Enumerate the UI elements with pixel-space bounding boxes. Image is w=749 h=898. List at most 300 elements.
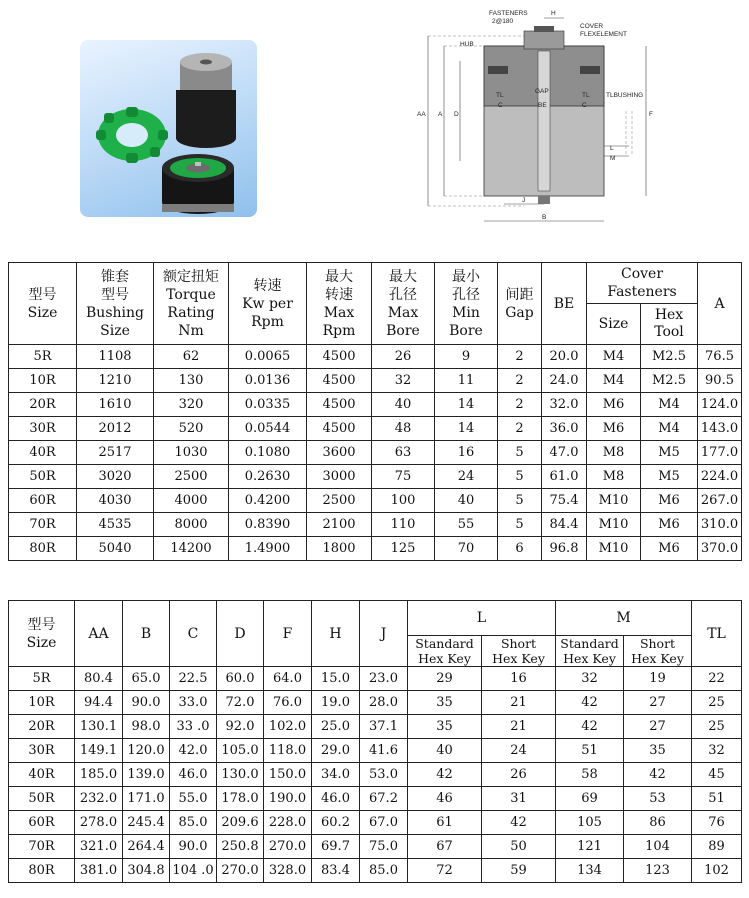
table-cell: 381.0 <box>75 859 123 883</box>
table-cell: M10 <box>587 513 641 537</box>
table-cell: M8 <box>587 465 641 489</box>
table-cell: 50R <box>9 465 77 489</box>
table-cell: 67.2 <box>360 787 408 811</box>
table-cell: 9 <box>435 345 498 369</box>
table-cell: 25.0 <box>312 715 360 739</box>
header-max-rpm: 最大 转速 Max Rpm <box>307 263 372 345</box>
table-cell: 94.4 <box>75 691 123 715</box>
table-cell: 58 <box>556 763 624 787</box>
table-cell: 30R <box>9 417 77 441</box>
table-cell: 53 <box>624 787 692 811</box>
table-cell: 190.0 <box>264 787 312 811</box>
table-cell: 104 .0 <box>170 859 217 883</box>
table-cell: 16 <box>435 441 498 465</box>
table-cell: 177.0 <box>698 441 742 465</box>
table-row <box>9 715 742 739</box>
table-cell: 5 <box>498 465 542 489</box>
table-cell: 3020 <box>77 465 154 489</box>
table-cell: M5 <box>641 441 698 465</box>
dimension-table <box>8 600 742 883</box>
table-cell: 75 <box>372 465 435 489</box>
table-row <box>9 441 742 465</box>
header-m: M <box>556 601 692 636</box>
header-cover-fasteners: Cover Fasteners <box>587 263 698 304</box>
table-cell: 50R <box>9 787 75 811</box>
table-cell: M6 <box>641 513 698 537</box>
diagram-label-j: J <box>522 197 526 204</box>
table-cell: 110 <box>372 513 435 537</box>
table-cell: 104 <box>624 835 692 859</box>
table-cell: 178.0 <box>217 787 264 811</box>
table-cell: 232.0 <box>75 787 123 811</box>
table-cell: 63 <box>372 441 435 465</box>
header-l-standard: Standard Hex Key <box>408 636 482 667</box>
table-cell: 0.0136 <box>229 369 307 393</box>
table-cell: 53.0 <box>360 763 408 787</box>
table-cell: 69 <box>556 787 624 811</box>
table-cell: 19 <box>624 667 692 691</box>
table-cell: 35 <box>624 739 692 763</box>
header-size: 型号 Size <box>9 601 75 667</box>
table-cell: 2517 <box>77 441 154 465</box>
table-cell: 22.5 <box>170 667 217 691</box>
diagram-label-gap: GAP <box>535 88 549 95</box>
table-cell: 85.0 <box>360 859 408 883</box>
table-cell: 120.0 <box>123 739 170 763</box>
diagram-label-c-left: C <box>498 102 503 109</box>
table-cell: 55.0 <box>170 787 217 811</box>
table-cell: 16 <box>482 667 556 691</box>
table-cell: 2500 <box>307 489 372 513</box>
table-cell: 72 <box>408 859 482 883</box>
table-cell: 130 <box>154 369 229 393</box>
table-cell: 24 <box>482 739 556 763</box>
table-cell: 37.1 <box>360 715 408 739</box>
table-cell: 42 <box>624 763 692 787</box>
table-row <box>9 417 742 441</box>
table-cell: 29 <box>408 667 482 691</box>
performance-table-body <box>9 345 742 561</box>
table-cell: 10R <box>9 369 77 393</box>
diagram-label-b: B <box>542 214 547 221</box>
table-cell: 55 <box>435 513 498 537</box>
table-cell: 40 <box>435 489 498 513</box>
table-cell: 321.0 <box>75 835 123 859</box>
table-cell: 320 <box>154 393 229 417</box>
table-cell: 75.4 <box>542 489 587 513</box>
table-cell: 25 <box>692 715 742 739</box>
table-cell: 4535 <box>77 513 154 537</box>
table-cell: M2.5 <box>641 345 698 369</box>
table-cell: 228.0 <box>264 811 312 835</box>
table-cell: 35 <box>408 691 482 715</box>
table-cell: 80R <box>9 537 77 561</box>
table-cell: 270.0 <box>217 859 264 883</box>
header-m-short: Short Hex Key <box>624 636 692 667</box>
table-cell: 150.0 <box>264 763 312 787</box>
table-cell: 42 <box>482 811 556 835</box>
table-cell: 20.0 <box>542 345 587 369</box>
table-cell: 98.0 <box>123 715 170 739</box>
table-cell: 100 <box>372 489 435 513</box>
table-cell: 0.4200 <box>229 489 307 513</box>
table-cell: 5 <box>498 513 542 537</box>
table-cell: 40R <box>9 441 77 465</box>
diagram-label-flexelement: FLEXELEMENT <box>580 31 627 38</box>
table-row <box>9 787 742 811</box>
header-max-bore: 最大 孔径 Max Bore <box>372 263 435 345</box>
table-row <box>9 859 742 883</box>
header-l-short: Short Hex Key <box>482 636 556 667</box>
table-cell: 72.0 <box>217 691 264 715</box>
table-cell: 76.0 <box>264 691 312 715</box>
table-cell: 75.0 <box>360 835 408 859</box>
header-area <box>0 0 749 250</box>
header-j: J <box>360 601 408 667</box>
table-cell: 2500 <box>154 465 229 489</box>
header-torque: 额定扭矩 Torque Rating Nm <box>154 263 229 345</box>
table-row <box>9 369 742 393</box>
table-cell: 70R <box>9 835 75 859</box>
diagram-label-tl-left: TL <box>496 92 504 99</box>
table-cell: M6 <box>587 393 641 417</box>
table-cell: 19.0 <box>312 691 360 715</box>
coupling-image-icon <box>80 40 257 217</box>
table-cell: 50 <box>482 835 556 859</box>
table-cell: M4 <box>587 345 641 369</box>
diagram-label-h: H <box>551 10 556 17</box>
table-cell: 35 <box>408 715 482 739</box>
table-cell: 60R <box>9 811 75 835</box>
table-cell: 69.7 <box>312 835 360 859</box>
table-cell: 520 <box>154 417 229 441</box>
table-cell: 26 <box>372 345 435 369</box>
table-cell: 5 <box>498 489 542 513</box>
table-cell: 1.4900 <box>229 537 307 561</box>
table-cell: 143.0 <box>698 417 742 441</box>
table-cell: 134 <box>556 859 624 883</box>
table-cell: 83.4 <box>312 859 360 883</box>
header-d: D <box>217 601 264 667</box>
table-cell: 224.0 <box>698 465 742 489</box>
table-cell: 125 <box>372 537 435 561</box>
table-cell: 28.0 <box>360 691 408 715</box>
table-cell: 64.0 <box>264 667 312 691</box>
table-cell: 60.0 <box>217 667 264 691</box>
diagram-label-d: D <box>454 111 459 118</box>
table-cell: 14 <box>435 417 498 441</box>
table-cell: 51 <box>692 787 742 811</box>
table-row <box>9 489 742 513</box>
table-cell: 32.0 <box>542 393 587 417</box>
table-cell: 4500 <box>307 393 372 417</box>
table-cell: 3600 <box>307 441 372 465</box>
table-cell: 67.0 <box>360 811 408 835</box>
table-cell: 40 <box>372 393 435 417</box>
header-tl: TL <box>692 601 742 667</box>
table-cell: 62 <box>154 345 229 369</box>
table-cell: 370.0 <box>698 537 742 561</box>
table-cell: 41.6 <box>360 739 408 763</box>
table-row <box>9 465 742 489</box>
table-cell: 51 <box>556 739 624 763</box>
header-l: L <box>408 601 556 636</box>
table-cell: 31 <box>482 787 556 811</box>
table-row <box>9 667 742 691</box>
table-cell: 0.2630 <box>229 465 307 489</box>
table-cell: 267.0 <box>698 489 742 513</box>
table-cell: 250.8 <box>217 835 264 859</box>
table-cell: 10R <box>9 691 75 715</box>
table-row <box>9 835 742 859</box>
table-cell: M6 <box>641 489 698 513</box>
table-cell: 0.0065 <box>229 345 307 369</box>
diagram-label-l: L <box>610 145 614 152</box>
table-cell: 48 <box>372 417 435 441</box>
table-cell: 29.0 <box>312 739 360 763</box>
table-cell: 21 <box>482 691 556 715</box>
table-cell: 90.0 <box>170 835 217 859</box>
table-cell: 32 <box>556 667 624 691</box>
table-cell: 1030 <box>154 441 229 465</box>
table-cell: M4 <box>641 417 698 441</box>
table-cell: M2.5 <box>641 369 698 393</box>
table-cell: 1800 <box>307 537 372 561</box>
table-cell: 46.0 <box>312 787 360 811</box>
table-cell: 328.0 <box>264 859 312 883</box>
diagram-label-hub: HUB <box>460 41 474 48</box>
table-cell: 46.0 <box>170 763 217 787</box>
table-cell: 27 <box>624 691 692 715</box>
header-a: A <box>698 263 742 345</box>
table-cell: 2 <box>498 393 542 417</box>
header-aa: AA <box>75 601 123 667</box>
table-cell: 105.0 <box>217 739 264 763</box>
table-cell: 14 <box>435 393 498 417</box>
table-cell: 21 <box>482 715 556 739</box>
table-cell: 84.4 <box>542 513 587 537</box>
table-cell: 2100 <box>307 513 372 537</box>
table-cell: 27 <box>624 715 692 739</box>
table-cell: 171.0 <box>123 787 170 811</box>
table-cell: 86 <box>624 811 692 835</box>
table-cell: 264.4 <box>123 835 170 859</box>
table-cell: 270.0 <box>264 835 312 859</box>
table-cell: 1108 <box>77 345 154 369</box>
table-cell: 6 <box>498 537 542 561</box>
table-cell: 139.0 <box>123 763 170 787</box>
table-cell: 90.5 <box>698 369 742 393</box>
table-cell: 30R <box>9 739 75 763</box>
diagram-label-f: F <box>649 111 653 118</box>
table-cell: 102.0 <box>264 715 312 739</box>
table-cell: 65.0 <box>123 667 170 691</box>
table-cell: 20R <box>9 393 77 417</box>
table-cell: 22 <box>692 667 742 691</box>
table-row <box>9 345 742 369</box>
table-cell: 4500 <box>307 345 372 369</box>
table-cell: 70 <box>435 537 498 561</box>
table-cell: 0.1080 <box>229 441 307 465</box>
table-cell: 60.2 <box>312 811 360 835</box>
table-cell: M10 <box>587 489 641 513</box>
table-cell: 3000 <box>307 465 372 489</box>
table-cell: 121 <box>556 835 624 859</box>
table-cell: 130.1 <box>75 715 123 739</box>
table-cell: 61 <box>408 811 482 835</box>
table-cell: M5 <box>641 465 698 489</box>
table-cell: 67 <box>408 835 482 859</box>
table-cell: 124.0 <box>698 393 742 417</box>
table-cell: 33.0 <box>170 691 217 715</box>
table-cell: 40R <box>9 763 75 787</box>
table-cell: 14200 <box>154 537 229 561</box>
header-h: H <box>312 601 360 667</box>
table-cell: 0.8390 <box>229 513 307 537</box>
diagram-label-tl-right: TL <box>582 92 590 99</box>
header-b: B <box>123 601 170 667</box>
table-cell: 310.0 <box>698 513 742 537</box>
table-cell: M6 <box>587 417 641 441</box>
table-cell: 47.0 <box>542 441 587 465</box>
coupling-dimension-diagram <box>414 6 674 231</box>
table-cell: 149.1 <box>75 739 123 763</box>
table-cell: 11 <box>435 369 498 393</box>
table-cell: 42 <box>408 763 482 787</box>
table-cell: 123 <box>624 859 692 883</box>
table-cell: 2 <box>498 369 542 393</box>
table-cell: 5 <box>498 441 542 465</box>
table-cell: 102 <box>692 859 742 883</box>
table-cell: 59 <box>482 859 556 883</box>
table-cell: 90.0 <box>123 691 170 715</box>
table-cell: 0.0544 <box>229 417 307 441</box>
table-cell: 61.0 <box>542 465 587 489</box>
table-cell: 1610 <box>77 393 154 417</box>
table-cell: 105 <box>556 811 624 835</box>
table-cell: 42.0 <box>170 739 217 763</box>
header-size: 型号 Size <box>9 263 77 345</box>
header-m-standard: Standard Hex Key <box>556 636 624 667</box>
table-cell: 5R <box>9 345 77 369</box>
table-cell: 5040 <box>77 537 154 561</box>
header-c: C <box>170 601 217 667</box>
table-cell: 245.4 <box>123 811 170 835</box>
table-cell: 45 <box>692 763 742 787</box>
diagram-label-m: M <box>610 155 616 162</box>
header-min-bore: 最小 孔径 Min Bore <box>435 263 498 345</box>
header-kw-per-rpm: 转速 Kw per Rpm <box>229 263 307 345</box>
table-row <box>9 691 742 715</box>
table-cell: 24 <box>435 465 498 489</box>
table-cell: 96.8 <box>542 537 587 561</box>
table-cell: 2 <box>498 417 542 441</box>
table-cell: 76 <box>692 811 742 835</box>
diagram-label-be: BE <box>538 102 547 109</box>
table-cell: 76.5 <box>698 345 742 369</box>
diagram-label-tlbushing: TLBUSHING <box>606 92 644 99</box>
table-cell: 15.0 <box>312 667 360 691</box>
table-cell: 25 <box>692 691 742 715</box>
performance-table <box>8 262 742 561</box>
table-row <box>9 811 742 835</box>
table-cell: 304.8 <box>123 859 170 883</box>
header-gap: 间距 Gap <box>498 263 542 345</box>
header-be: BE <box>542 263 587 345</box>
table-cell: 24.0 <box>542 369 587 393</box>
diagram-label-a: A <box>438 111 443 118</box>
product-photo <box>80 40 257 217</box>
header-bushing: 锥套 型号 Bushing Size <box>77 263 154 345</box>
table-cell: M4 <box>587 369 641 393</box>
table-cell: M6 <box>641 537 698 561</box>
table-cell: 36.0 <box>542 417 587 441</box>
header-cover-size: Size <box>587 304 641 345</box>
table-cell: 85.0 <box>170 811 217 835</box>
table-cell: 4500 <box>307 417 372 441</box>
table-cell: 70R <box>9 513 77 537</box>
diagram-label-fasteners: FASTENERS <box>489 10 528 17</box>
table-cell: 209.6 <box>217 811 264 835</box>
table-cell: 89 <box>692 835 742 859</box>
table-cell: 32 <box>372 369 435 393</box>
table-cell: 1210 <box>77 369 154 393</box>
table-cell: 26 <box>482 763 556 787</box>
table-cell: 130.0 <box>217 763 264 787</box>
diagram-label-fasteners-spec: 2@180 <box>492 18 514 25</box>
dimension-table-body <box>9 667 742 883</box>
table-row <box>9 393 742 417</box>
table-cell: 42 <box>556 691 624 715</box>
table-cell: 23.0 <box>360 667 408 691</box>
diagram-label-cover: COVER <box>580 23 604 30</box>
table-row <box>9 739 742 763</box>
header-f: F <box>264 601 312 667</box>
table-row <box>9 513 742 537</box>
table-cell: 80.4 <box>75 667 123 691</box>
table-cell: 92.0 <box>217 715 264 739</box>
table-row <box>9 763 742 787</box>
table-cell: 34.0 <box>312 763 360 787</box>
table-cell: 46 <box>408 787 482 811</box>
table-cell: 185.0 <box>75 763 123 787</box>
table-cell: 278.0 <box>75 811 123 835</box>
table-cell: 33 .0 <box>170 715 217 739</box>
table-cell: 0.0335 <box>229 393 307 417</box>
table-cell: 4500 <box>307 369 372 393</box>
table-cell: 4000 <box>154 489 229 513</box>
table-cell: 60R <box>9 489 77 513</box>
table-row <box>9 537 742 561</box>
table-cell: 32 <box>692 739 742 763</box>
header-cover-hex-tool: Hex Tool <box>641 304 698 345</box>
table-cell: M8 <box>587 441 641 465</box>
table-cell: M4 <box>641 393 698 417</box>
table-cell: 8000 <box>154 513 229 537</box>
table-cell: 40 <box>408 739 482 763</box>
diagram-label-aa: AA <box>417 111 426 118</box>
table-cell: 2 <box>498 345 542 369</box>
table-cell: 118.0 <box>264 739 312 763</box>
diagram-label-c-right: C <box>582 102 587 109</box>
table-cell: 20R <box>9 715 75 739</box>
table-cell: 2012 <box>77 417 154 441</box>
table-cell: 80R <box>9 859 75 883</box>
table-cell: 4030 <box>77 489 154 513</box>
table-cell: 5R <box>9 667 75 691</box>
table-cell: M10 <box>587 537 641 561</box>
table-cell: 42 <box>556 715 624 739</box>
